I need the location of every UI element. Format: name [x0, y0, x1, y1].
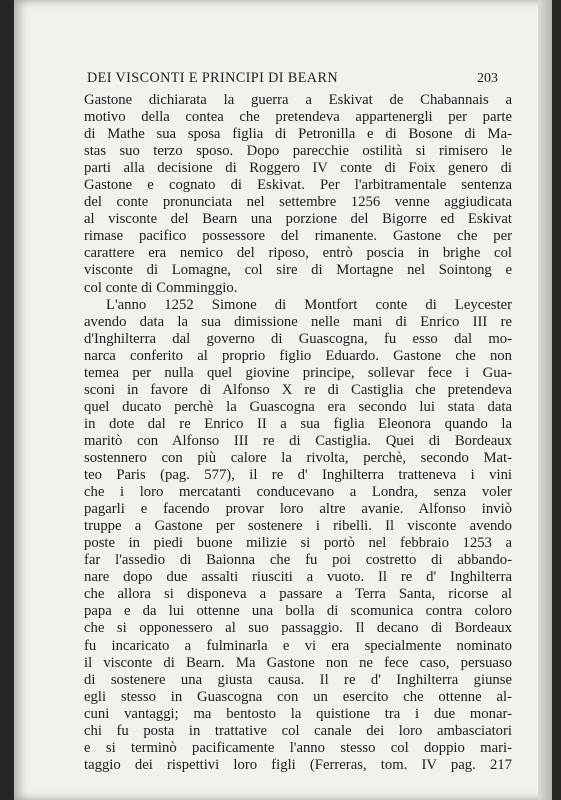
- text-line: papa e da lui ottenne una bolla di scomunica contra coloro: [84, 603, 512, 620]
- text-line: d'Inghilterra dal governo di Guascogna, fu esso dal mo-: [84, 330, 512, 347]
- text-line: far l'assedio di Baionna che fu poi costretto di abbando-: [84, 552, 512, 569]
- text-line: chi fu posta in trattative col canale dei loro ambasciatori: [84, 722, 512, 739]
- text-line: egli stesso in Guascogna con un esercito che ottenne al-: [84, 688, 512, 705]
- running-header: [70, 70, 498, 88]
- text-line: maritò con Alfonso III re di Castiglia. Quei di Bordeaux: [84, 432, 512, 449]
- text-line: narca conferito al proprio figlio Eduardo. Gastone che non: [84, 347, 512, 364]
- text-line: cuni vantaggi; ma bentosto la quistione tra i due monar-: [84, 705, 512, 722]
- text-line: avendo data la sua dimissione nelle mani di Enrico III re: [84, 313, 512, 330]
- text-line: parti alla decisione di Roggero IV conte di Foix genero di: [84, 160, 512, 177]
- text-line: rimase pacifico possessore del rimanente. Gastone che per: [84, 228, 512, 245]
- text-line: Gastone dichiarata la guerra a Eskivat de Chabannais a: [84, 92, 512, 108]
- text-line: sostennero con più calore la rivolta, perchè, secondo Mat-: [84, 449, 512, 466]
- text-line: stas suo terzo sposo. Dopo parecchie ostilità si rimisero le: [84, 143, 512, 160]
- text-line: visconte di Lomagne, col sire di Mortagne nel Sointong e: [84, 262, 512, 279]
- text-line: temea per nulla quel giovine principe, sollevar fece i Gua-: [84, 364, 512, 381]
- text-line: di sostenere una giusta causa. Il re d' Inghilterra giunse: [84, 671, 512, 688]
- text-line: pagarli e facendo provar loro altre avanie. Alfonso inviò: [84, 501, 512, 518]
- text-line: teo Paris (pag. 577), il re d' Inghilterra tratteneva i vini: [84, 467, 512, 484]
- text-line: carattere era nemico del riposo, entrò poscia in brighe col: [84, 245, 512, 262]
- paragraph-1: [84, 92, 512, 297]
- text-line: sconi in favore di Alfonso X re di Castiglia che pretendeva: [84, 381, 512, 398]
- text-line: nare dopo due assalti riusciti a vuoto. Il re d' Inghilterra: [84, 569, 512, 586]
- text-line: truppe a Gastone per sostenere i ribelli. Il visconte avendo: [84, 518, 512, 535]
- running-title: DEI VISCONTI E PRINCIPI DI BEARN: [87, 70, 338, 86]
- text-line: quel ducato perchè la Guascogna era secondo lui stata data: [84, 398, 512, 415]
- text-line: di Mathe sua sposa figlia di Petronilla e di Bosone di Ma-: [84, 126, 512, 143]
- text-line: al visconte del Bearn una porzione del Bigorre ed Eskivat: [84, 211, 512, 228]
- text-line: il visconte di Bearn. Ma Gastone non ne fece caso, persuaso: [84, 654, 512, 671]
- text-line: taggio dei rispettivi loro figli (Ferreras, tom. IV pag. 217: [84, 756, 512, 773]
- text-line: in dote dal re Enrico II a sua figlia Eleonora quando la: [84, 415, 512, 432]
- text-line: che i loro mercatanti conducevano a Londra, senza voler: [84, 484, 512, 501]
- text-line: motivo della contea che pretendeva appartenergli per parte: [84, 109, 512, 126]
- text-line: fu incaricato a fulminarla e vi era specialmente nominato: [84, 637, 512, 654]
- body-text: [84, 92, 512, 774]
- text-line: e si terminò pacificamente l'anno stesso col doppio mari-: [84, 739, 512, 756]
- text-line: che allora si disponeva a passare a Terra Santa, ricorse al: [84, 586, 512, 603]
- text-line: che si opponessero al suo passaggio. Il decano di Bordeaux: [84, 620, 512, 637]
- text-line: Gastone e cognato di Eskivat. Per l'arbitramentale sentenza: [84, 177, 512, 194]
- paragraph-2: [84, 297, 512, 774]
- text-line: poste in piedi buone milizie si portò nel febbraio 1253 a: [84, 535, 512, 552]
- text-line: del conte pronunciata nel settembre 1256 venne aggiudicata: [84, 194, 512, 211]
- page-edge: [538, 0, 552, 800]
- text-line: col conte di Comminggio.: [84, 279, 238, 296]
- text-line: L'anno 1252 Simone di Montfort conte di Leycester: [106, 296, 512, 313]
- page-number: 203: [477, 71, 498, 86]
